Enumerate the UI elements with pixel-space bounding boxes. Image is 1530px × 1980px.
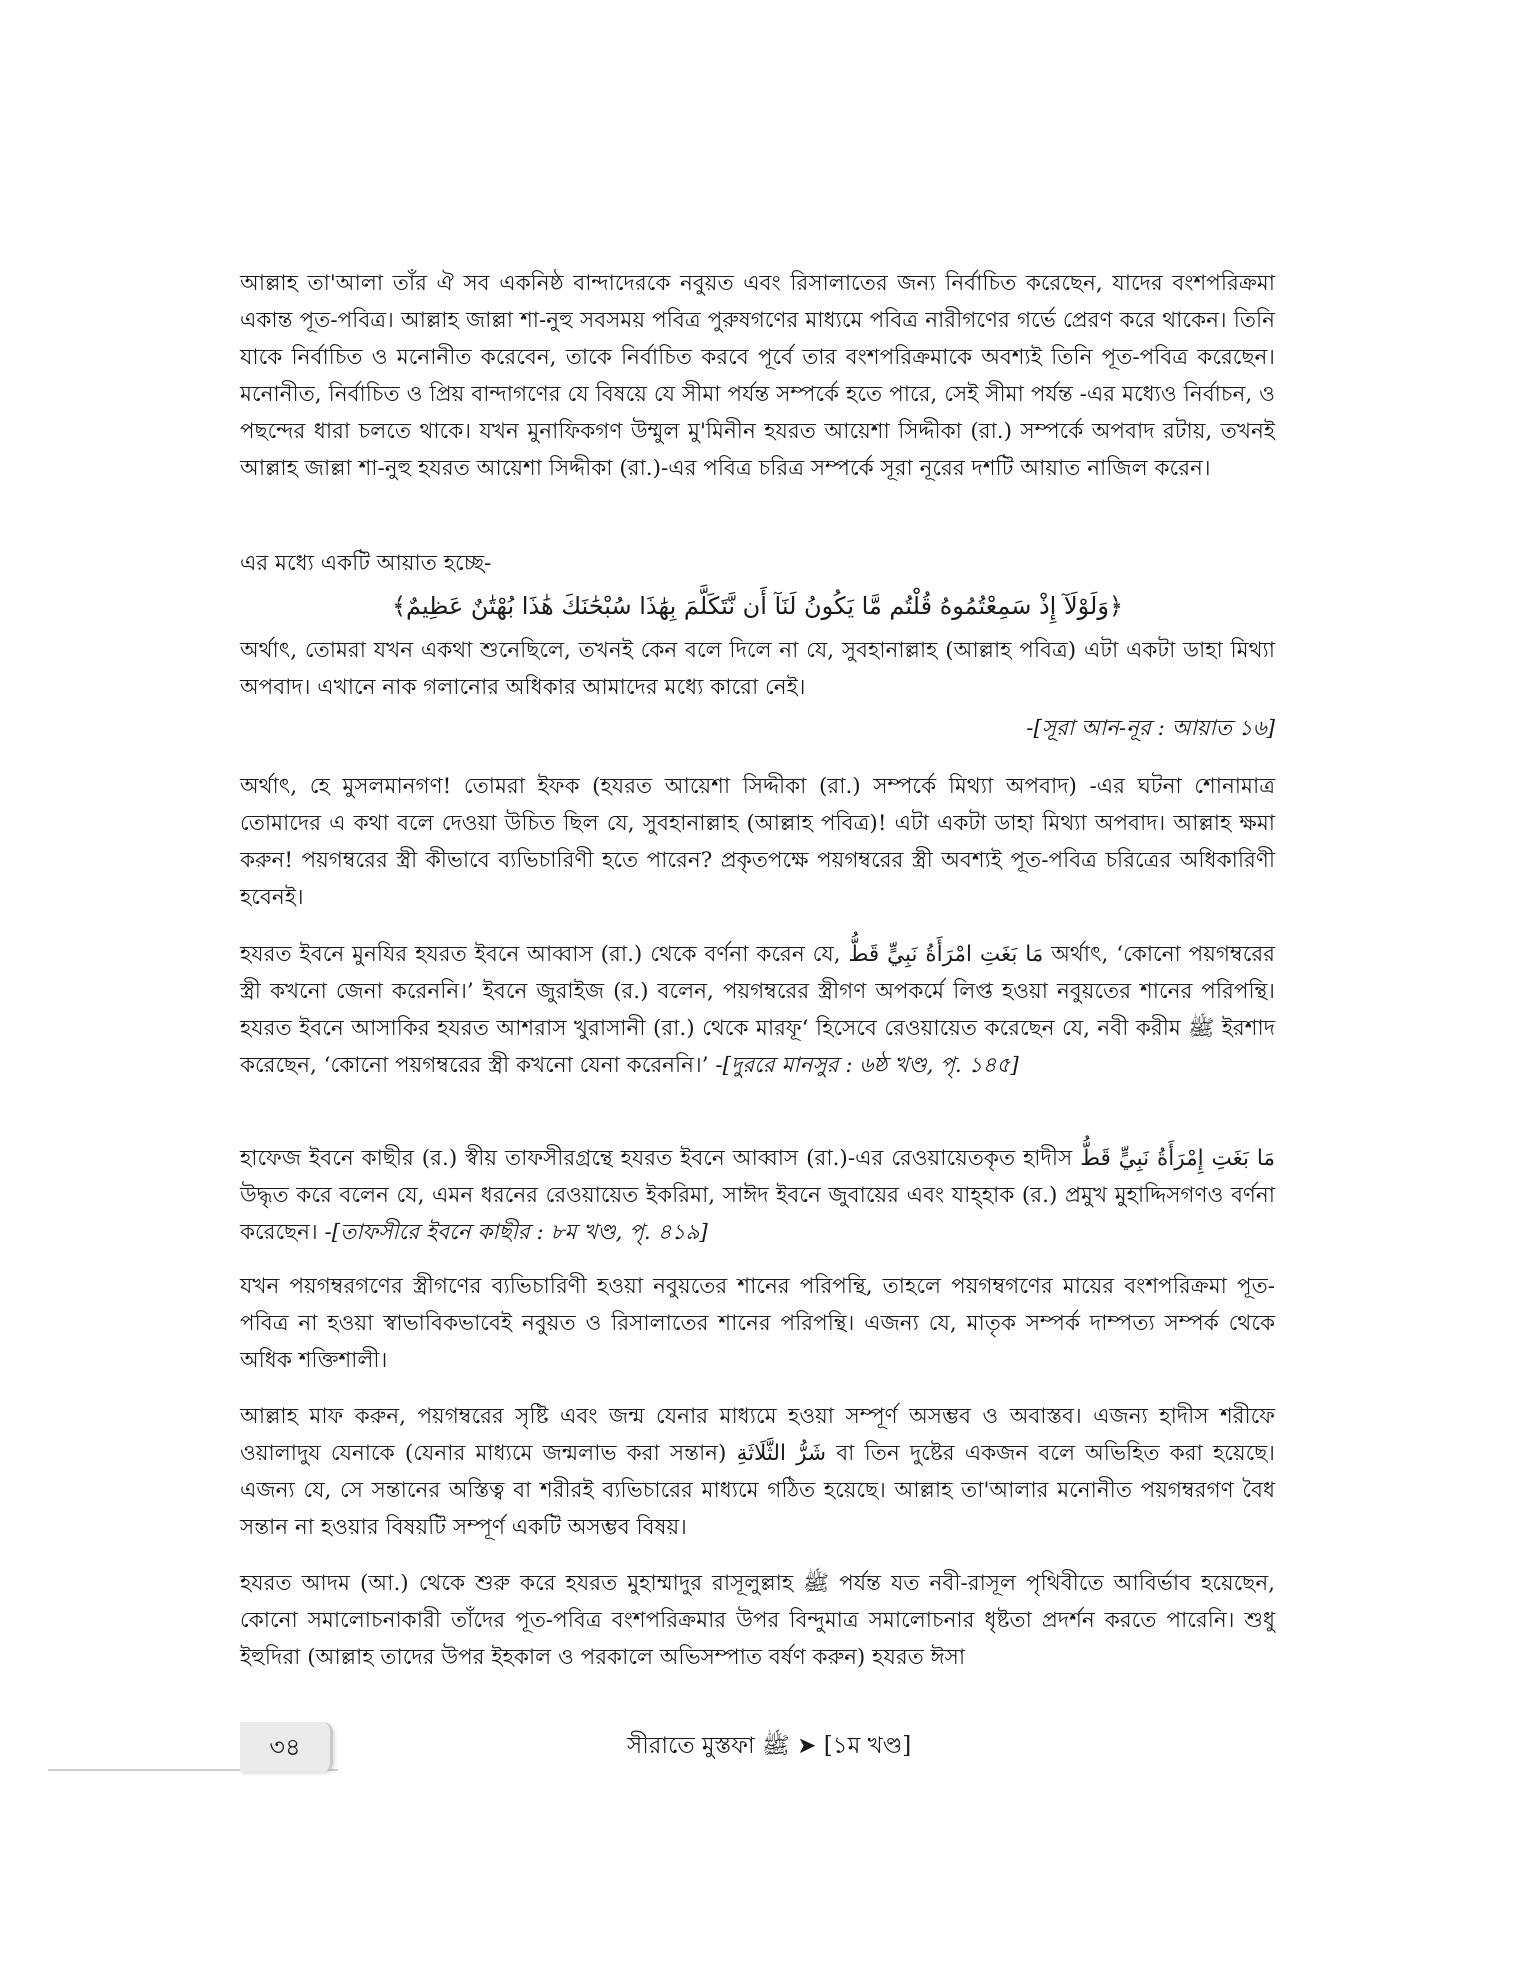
text-segment: আল্লাহ মাফ করুন, পয়গম্বরের সৃষ্টি এবং জন্ম যেনার মাধ্যমে হওয়া সম্পূর্ণ অসম্ভব ও অবাস্তব। এজন্য হাদীস শরীফে ওয়ালাদুয যেনাকে (যেনার মাধ্যমে জন্মলাভ করা সন্তান): [240, 1404, 1275, 1466]
text-segment: হাফেজ ইবনে কাছীর (র.) স্বীয় তাফসীরগ্রন্থে হযরত ইবনে আব্বাস (রা.)-এর রেওয়ায়েতকৃত হাদীস: [240, 1146, 1081, 1171]
hadith-arabic: مَا بَغَتِ امْرَأَةُ نَبِيٍّ قَطُّ: [848, 942, 1044, 967]
paragraph-verse-translation: অর্থাৎ, তোমরা যখন একথা শুনেছিলে, তখনই কেন বলে দিলে না যে, সুবহানাল্লাহ (আল্লাহ পবিত্র) এটা একটা ডাহা মিথ্যা অপবাদ। এখানে নাক গলানোর অধিকার আমাদের মধ্যে কারো নেই।: [240, 638, 1275, 700]
citation-ibn-kathir: -[তাফসীরে ইবনে কাছীর : ৮ম খণ্ড, পৃ. ৪১৯]: [324, 1220, 708, 1245]
text-segment: বা তিন দুষ্টের একজন বলে অভিহিত করা হয়েছে। এজন্য যে, সে সন্তানের অস্তিত্ব বা শরীরই ব্যভিচারের মাধ্যমে গঠিত হয়েছে। আল্লাহ তা'আলার মনোনীত পয়গম্বরগণ বৈধ সন্তান না হওয়ার বিষয়টি সম্পূর্ণ একটি অসম্ভব বিষয়।: [240, 1441, 1275, 1540]
hadith-arabic: شَرُّ الثَّلَاثَةِ: [736, 1441, 827, 1466]
page-number: ৩৪: [269, 1733, 301, 1761]
citation-durre-mansur: -[দুররে মানসুর : ৬ষ্ঠ খণ্ড, পৃ. ১৪৫]: [715, 1053, 1019, 1078]
paragraph-ibn-munzir: [240, 936, 1275, 1084]
paragraph-explanation: অর্থাৎ, হে মুসলমানগণ! তোমরা ইফক (হযরত আয়েশা সিদ্দীকা (রা.) সম্পর্কে মিথ্যা অপবাদ) -এর ঘটনা শোনামাত্র তোমাদের এ কথা বলে দেওয়া উচিত ছিল যে, সুবহানাল্লাহ (আল্লাহ পবিত্র)! এটা একটা ডাহা মিথ্যা অপবাদ। আল্লাহ ক্ষমা করুন! পয়গম্বরের স্ত্রী কীভাবে ব্যভিচারিণী হতে পারেন? প্রকৃতপক্ষে পয়গম্বরের স্ত্রী অবশ্যই পূত-পবিত্র চরিত্রের অধিকারিণী হবেনই।: [240, 774, 1275, 910]
running-footer-title: সীরাতে মুস্তফা ﷺ ➤ [১ম খণ্ড]: [627, 1733, 912, 1759]
text-segment: উদ্ধৃত করে বলেন যে, এমন ধরনের রেওয়ায়েত ইকরিমা, সাঈদ ইবনে জুবায়ের এবং যাহ্হাক (র.) প্রমুখ মুহাদ্দিসগণও বর্ণনা করেছেন।: [240, 1183, 1275, 1245]
paragraph-maternal-lineage: যখন পয়গম্বরগণের স্ত্রীগণের ব্যভিচারিণী হওয়া নবুয়তের শানের পরিপন্থি, তাহলে পয়গম্বগণের মায়ের বংশপরিক্রমা পূত-পবিত্র না হওয়া স্বাভাবিকভাবেই নবুয়ত ও রিসালাতের শানের পরিপন্থি। এজন্য যে, মাতৃক সম্পর্ক দাম্পত্য সম্পর্ক থেকে অধিক শক্তিশালী।: [240, 1274, 1275, 1373]
hadith-arabic: مَا بَغَتِ إِمْرَأَةُ نَبِيٍّ قَطُّ: [1080, 1146, 1276, 1171]
text-segment: হযরত ইবনে মুনযির হযরত ইবনে আব্বাস (রা.) থেকে বর্ণনা করেন যে,: [240, 942, 849, 967]
paragraph-verse-intro: এর মধ্যে একটি আয়াত হচ্ছে-: [240, 551, 492, 576]
paragraph-ibn-kathir: [240, 1140, 1275, 1251]
verse-citation: -[সূরা আন-নূর : আয়াত ১৬]: [1026, 716, 1275, 741]
paragraph-waladuz-zina: [240, 1398, 1275, 1546]
text-segment: অর্থাৎ, ‘কোনো পয়গম্বরের স্ত্রী কখনো জেনা করেননি।’ ইবনে জুরাইজ (র.) বলেন, পয়গম্বরের স্ত্রীগণ অপকর্মে লিপ্ত হওয়া নবুয়তের শানের পরিপন্থি। হযরত ইবনে আসাকির হযরত আশরাস খুরাসানী (রা.) থেকে মারফূ‘ হিসেবে রেওয়ায়েত করেছেন যে, নবী করীম ﷺ ইরশাদ করেছেন, ‘কোনো পয়গম্বরের স্ত্রী কখনো যেনা করেননি।’: [240, 942, 1275, 1078]
paragraph-prophets-lineage: আল্লাহ তা'আলা তাঁর ঐ সব একনিষ্ঠ বান্দাদেরকে নবুয়ত এবং রিসালাতের জন্য নির্বাচিত করেছেন, যাদের বংশপরিক্রমা একান্ত পূত-পবিত্র। আল্লাহ জাল্লা শা-নুহু সবসময় পবিত্র পুরুষগণের মাধ্যমে পবিত্র নারীগণের গর্ভে প্রেরণ করে থাকেন। তিনি যাকে নির্বাচিত ও মনোনীত করেবেন, তাকে নির্বাচিত করবে পূর্বে তার বংশপরিক্রমাকে অবশ্যই তিনি পূত-পবিত্র করেছেন। মনোনীত, নির্বাচিত ও প্রিয় বান্দাগণের যে বিষয়ে যে সীমা পর্যন্ত সম্পর্কে হতে পারে, সেই সীমা পর্যন্ত -এর মধ্যেও নির্বাচন, ও পছন্দের ধারা চলতে থাকে। যখন মুনাফিকগণ উম্মুল মু'মিনীন হযরত আয়েশা সিদ্দীকা (রা.) সম্পর্কে অপবাদ রটায়, তখনই আল্লাহ জাল্লা শা-নুহু হযরত আয়েশা সিদ্দীকা (রা.)-এর পবিত্র চরিত্র সম্পর্কে সূরা নূরের দশটি আয়াত নাজিল করেন।: [240, 271, 1275, 481]
paragraph-adam-to-muhammad: হযরত আদম (আ.) থেকে শুরু করে হযরত মুহাম্মাদুর রাসূলুল্লাহ ﷺ পর্যন্ত যত নবী-রাসূল পৃথিবীতে আবির্ভাব হয়েছেন, কোনো সমালোচনাকারী তাঁদের পূত-পবিত্র বংশপরিক্রমার উপর বিন্দুমাত্র সমালোচনার ধৃষ্টতা প্রদর্শন করতে পারেনি। শুধু ইহুদিরা (আল্লাহ তাদের উপর ইহকাল ও পরকালে অভিসম্পাত বর্ষণ করুন) হযরত ঈসা: [240, 1571, 1275, 1670]
quran-verse-arabic: ﴿وَلَوْلَآ إِذْ سَمِعْتُمُوهُ قُلْتُم مَّا يَكُونُ لَنَآ أَن نَّتَكَلَّمَ بِهَٰذَا سُبْحَٰنَكَ هَٰذَا بُهْتَٰنٌ عَظِيمٌ﴾: [391, 592, 1124, 620]
